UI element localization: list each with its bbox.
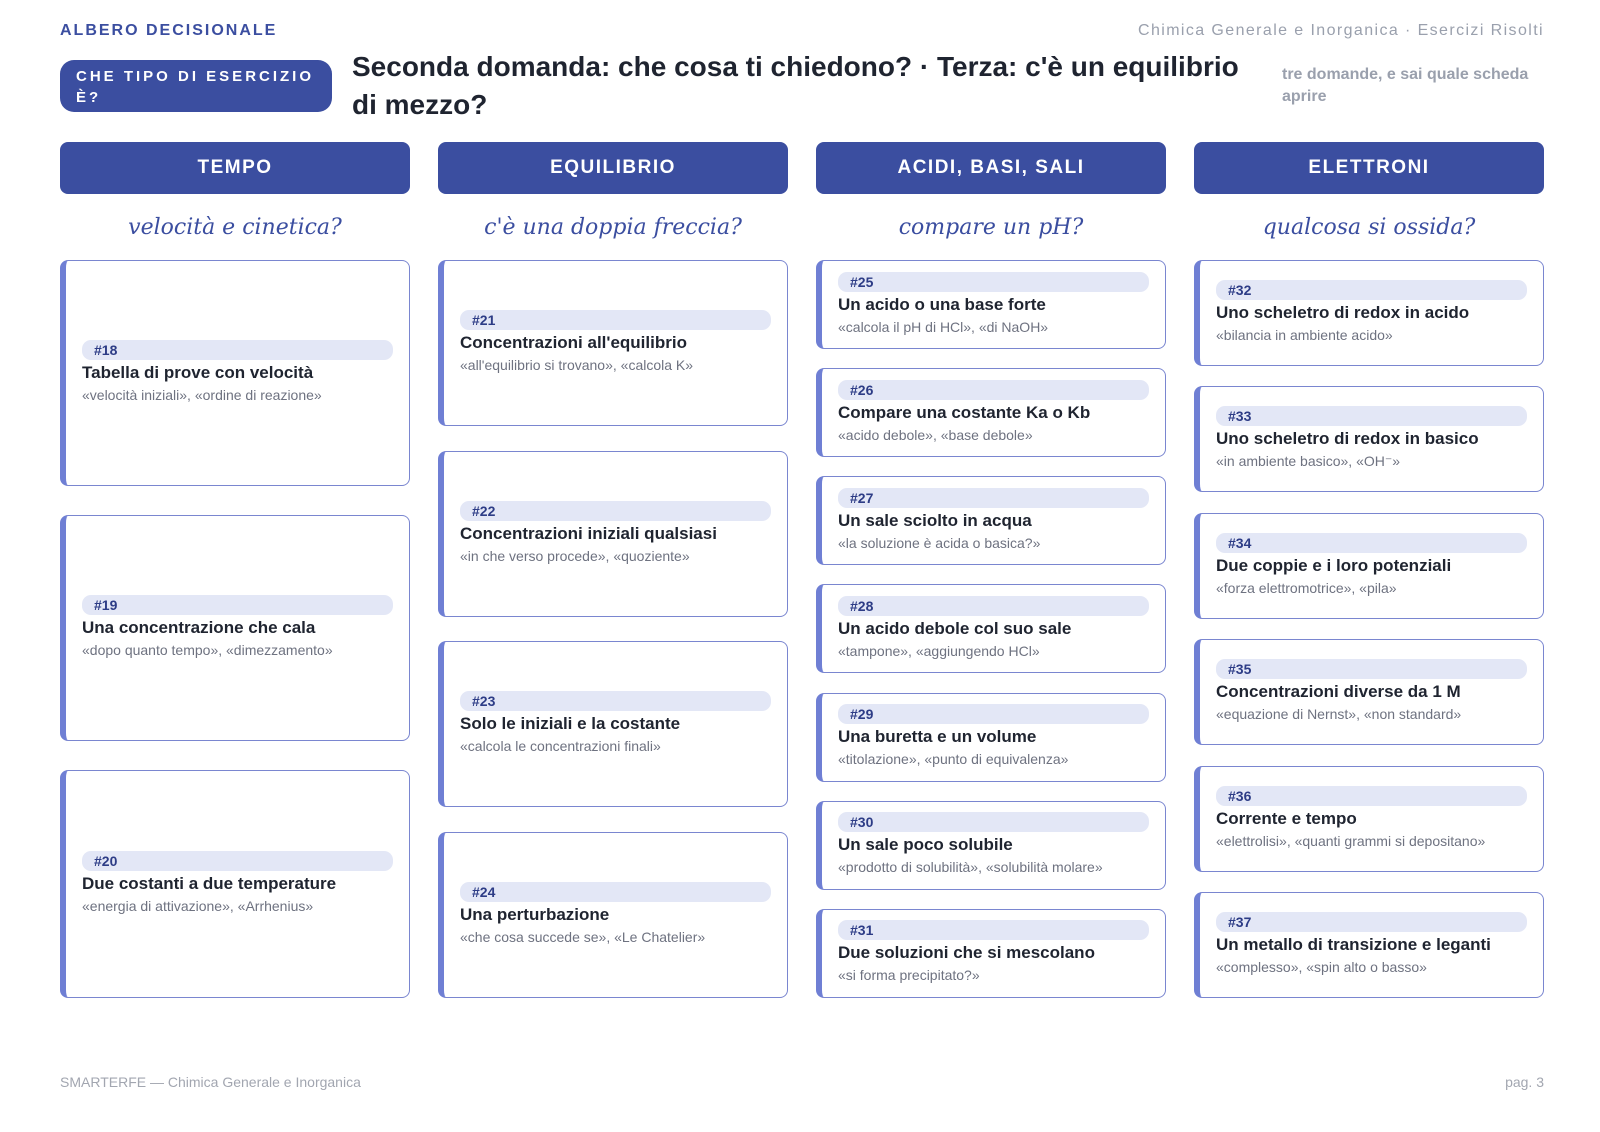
- card-keywords: «che cosa succede se», «Le Chatelier»: [460, 928, 706, 945]
- column-header: ELETTRONI: [1194, 142, 1544, 194]
- exercise-card[interactable]: [1194, 766, 1544, 872]
- card-keywords: «elettrolisi», «quanti grammi si depositano»: [1216, 832, 1486, 849]
- exercise-card[interactable]: [438, 451, 788, 617]
- card-keywords: «forza elettromotrice», «pila»: [1216, 579, 1397, 596]
- card-keywords: «bilancia in ambiente acido»: [1216, 327, 1393, 343]
- card-number: #36: [1216, 786, 1527, 806]
- card-keywords: «in ambiente basico», «OH⁻»: [1216, 453, 1401, 470]
- course-label: Chimica Generale e Inorganica · Esercizi Risolti: [1138, 22, 1544, 39]
- column-equilibrio: [438, 142, 788, 1002]
- card-list: [1194, 260, 1544, 998]
- card-number: #18: [82, 340, 393, 360]
- card-number: #20: [82, 851, 393, 871]
- card-title: Corrente e tempo: [1216, 808, 1357, 828]
- decision-columns: [60, 142, 1544, 1002]
- card-title: Concentrazioni diverse da 1 M: [1216, 682, 1461, 702]
- column-question: c'è una doppia freccia?: [484, 214, 742, 240]
- card-number: #23: [460, 691, 771, 711]
- exercise-card[interactable]: [438, 260, 788, 426]
- card-keywords: «tampone», «aggiungendo HCl»: [838, 642, 1040, 659]
- exercise-card[interactable]: [816, 909, 1166, 998]
- card-keywords: «complesso», «spin alto o basso»: [1216, 958, 1427, 975]
- card-keywords: «all'equilibrio si trovano», «calcola K»: [460, 357, 694, 373]
- card-title: Compare una costante Ka o Kb: [838, 402, 1091, 422]
- card-number: #33: [1216, 406, 1527, 426]
- card-number: #28: [838, 596, 1149, 616]
- card-title: Concentrazioni all'equilibrio: [460, 333, 687, 352]
- column-question: qualcosa si ossida?: [1262, 214, 1476, 240]
- card-number: #21: [460, 310, 771, 330]
- card-number: #22: [460, 501, 771, 521]
- card-number: #27: [838, 488, 1149, 508]
- card-keywords: «energia di attivazione», «Arrhenius»: [82, 898, 314, 914]
- page-number: pag. 3: [1505, 1074, 1544, 1090]
- card-title: Uno scheletro di redox in acido: [1216, 303, 1470, 322]
- page-aside: tre domande, e sai quale scheda aprire: [1282, 66, 1529, 105]
- card-number: #32: [1216, 280, 1527, 300]
- page: [60, 0, 1544, 1132]
- exercise-card[interactable]: [438, 832, 788, 998]
- card-number: #30: [838, 812, 1149, 832]
- column-header: TEMPO: [60, 142, 410, 194]
- exercise-card[interactable]: [60, 515, 410, 741]
- exercise-card[interactable]: [1194, 260, 1544, 366]
- card-title: Un sale sciolto in acqua: [838, 510, 1032, 530]
- card-keywords: «in che verso procede», «quoziente»: [460, 547, 690, 564]
- card-number: #29: [838, 704, 1149, 724]
- exercise-card[interactable]: [816, 260, 1166, 349]
- exercise-card[interactable]: [816, 584, 1166, 673]
- card-number: #24: [460, 882, 771, 902]
- exercise-card[interactable]: [1194, 386, 1544, 492]
- card-title: Uno scheletro di redox in basico: [1216, 429, 1479, 449]
- card-keywords: «acido debole», «base debole»: [838, 426, 1033, 443]
- exercise-card[interactable]: [438, 641, 788, 807]
- card-title: Due costanti a due temperature: [82, 874, 337, 893]
- card-number: #31: [838, 920, 1149, 940]
- card-title: Una buretta e un volume: [838, 727, 1037, 747]
- column-acidi-basi-sali: [816, 142, 1166, 1002]
- card-number: #25: [838, 272, 1149, 292]
- section-label: ALBERO DECISIONALE: [60, 22, 278, 39]
- exercise-card[interactable]: [1194, 513, 1544, 619]
- column-elettroni: [1194, 142, 1544, 1002]
- card-title: Un metallo di transizione e leganti: [1216, 934, 1491, 954]
- card-keywords: «velocità iniziali», «ordine di reazione»: [82, 387, 322, 403]
- card-number: #26: [838, 380, 1149, 400]
- card-title: Un acido o una base forte: [838, 294, 1046, 314]
- exercise-card[interactable]: [816, 801, 1166, 890]
- card-title: Due coppie e i loro potenziali: [1216, 555, 1452, 575]
- card-title: Una perturbazione: [460, 904, 610, 924]
- column-header: EQUILIBRIO: [438, 142, 788, 194]
- card-title: Un sale poco solubile: [838, 835, 1013, 855]
- card-keywords: «prodotto di solubilità», «solubilità molare»: [838, 859, 1103, 876]
- card-title: Un acido debole col suo sale: [838, 618, 1072, 638]
- card-title: Due soluzioni che si mescolano: [838, 943, 1095, 963]
- column-question: compare un pH?: [898, 214, 1084, 240]
- exercise-card[interactable]: [1194, 892, 1544, 998]
- card-list: [816, 260, 1166, 998]
- card-number: #34: [1216, 533, 1527, 553]
- exercise-card[interactable]: [60, 770, 410, 998]
- card-number: #35: [1216, 659, 1527, 679]
- question-pill: CHE TIPO DI ESERCIZIO È?: [60, 60, 332, 112]
- footer-brand: SMARTERFE — Chimica Generale e Inorganica: [60, 1074, 361, 1090]
- card-keywords: «equazione di Nernst», «non standard»: [1216, 706, 1462, 723]
- card-list: [438, 260, 788, 998]
- card-keywords: «la soluzione è acida o basica?»: [838, 534, 1041, 551]
- card-title: Tabella di prove con velocità: [82, 363, 314, 382]
- card-list: [60, 260, 410, 998]
- exercise-card[interactable]: [1194, 639, 1544, 745]
- card-keywords: «calcola il pH di HCl», «di NaOH»: [838, 318, 1049, 335]
- card-keywords: «calcola le concentrazioni finali»: [460, 738, 661, 755]
- card-keywords: «si forma precipitato?»: [838, 967, 980, 984]
- column-header: ACIDI, BASI, SALI: [816, 142, 1166, 194]
- column-question: velocità e cinetica?: [128, 214, 342, 240]
- card-number: #19: [82, 595, 393, 615]
- exercise-card[interactable]: [816, 476, 1166, 565]
- exercise-card[interactable]: [816, 368, 1166, 457]
- card-title: Una concentrazione che cala: [82, 618, 316, 637]
- card-keywords: «dopo quanto tempo», «dimezzamento»: [82, 642, 333, 658]
- column-tempo: [60, 142, 410, 1002]
- exercise-card[interactable]: [60, 260, 410, 486]
- card-keywords: «titolazione», «punto di equivalenza»: [838, 751, 1069, 768]
- page-title: Seconda domanda: che cosa ti chiedono? · Terza: c'è un equilibrio di mezzo?: [352, 51, 1239, 120]
- card-title: Solo le iniziali e la costante: [460, 714, 681, 734]
- exercise-card[interactable]: [816, 693, 1166, 782]
- card-title: Concentrazioni iniziali qualsiasi: [460, 523, 717, 543]
- card-number: #37: [1216, 912, 1527, 932]
